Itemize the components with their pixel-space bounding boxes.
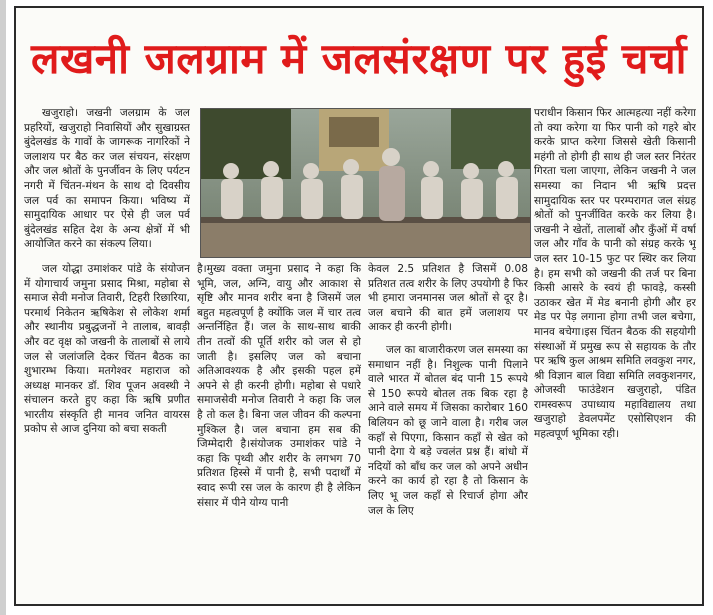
adjacent-page-edge [0, 0, 6, 615]
paragraph: केवल 2.5 प्रतिशत है जिसमें 0.08 प्रतिशत तत्व शरीर के लिए उपयोगी है फिर भी हमारा जनमानस जल श्रोतों से दूर है। जल बचाने की बात हमें जलाशय पर आकर ही करनी होगी। [368, 263, 528, 334]
group-photo-image [201, 109, 530, 257]
article-column-2 [197, 262, 361, 598]
headline: लखनी जलग्राम में जलसंरक्षण पर हुई चर्चा [30, 34, 688, 83]
article-column-1 [24, 106, 190, 600]
paragraph: है।मुख्य वक्ता जमुना प्रसाद ने कहा कि भूमि, जल, अग्नि, वायु और आकाश से सृष्टि और मानव शरीर बना है जिसमें जल बहुत महत्वपूर्ण है क्योंकि जल में चार तत्व अन्तर्निहित हैं। जल के साथ-साथ बाकी तीन तत्वों की पूर्ति शरीर को जल से हो जाती है। इसलिए जल को बचाना अतिआवश्यक है और इसकी पहल हमें अपने से ही करनी होगी। महोबा से पधारे समाजसेवी मनोज तिवारी ने कहा कि जल है तो कल है। बिना जल जीवन की कल्पना मुश्किल है। जल बचाना हम सब की जिम्मेदारी है।संयोजक उमाशंकर पांडे ने कहा कि पृथ्वी और शरीर के लगभग 70 प्रतिशत हिस्से में पानी है, सभी पदार्थों में स्वाद रूपी रस जल के कारण ही है लेकिन संसार में पीने योग्य पानी [197, 263, 361, 509]
news-photo [200, 108, 531, 258]
paragraph: जल योद्धा उमाशंकर पांडे के संयोजन में योगाचार्य जमुना प्रसाद मिश्रा, महोबा से समाज सेवी मनोज तिवारी, टिहरी रिछारिया, परमार्थ निकेतन ऋषिकेश से लोकेश शर्मा और स्थानीय प्रबुद्धजनों ने तालाब, बावड़ी और वट वृक्ष को जखनी के तालाबों से लाये जल से जलांजलि देकर चिंतन बैठक का शुभारम्भ किया। मतगेश्वर महाराज को अध्यक्ष मानकर डॉ. शिव पूजन अवस्थी ने संचालन करते हुए कहा कि ऋषि प्रणीत भारतीय संस्कृति ही मानव जनित वायरस प्रकोप से आज दुनिया को बचा सकती [24, 262, 190, 436]
paragraph: खजुराहो। जखनी जलग्राम के जल प्रहरियों, खजुराहो निवासियों और सुखाग्रस्त बुंदेलखंड के गावों के जागरूक नागरिकों ने जलाशय पर बैठ कर जल संचयन, संरक्षण और जल श्रोतों के पुनर्जीवन के लिए पर्यटन नगरी में चिंतन-मंथन के साथ दो दिवसीय जल पर्व का समापन किया। भविष्य में सामुदायिक आधार पर ऐसे ही जल पर्व बुंदेलखंड सहित देश के अन्य क्षेत्रों में भी आयोजित करने का संकल्प लिया। [24, 107, 190, 251]
paragraph: पराधीन किसान फिर आत्महत्या नहीं करेगा तो क्या करेगा या फिर पानी को गहरे बोर करके प्राप्त करेगा जिससे खेती किसानी महंगी तो होगी ही साथ ही जल स्तर निरंतर गिरता चला जाएगा, लेकिन जखनी ने जल समस्या का निदान भी ऋषि प्रदत्त सामुदायिक स्तर पर परम्परागत जल संग्रह श्रोतों को पुनर्जीवित करके कर लिया है। जखनी ने खेतों, तालाबों और कुँओं में वर्षा जल और गाँव के पानी को संग्रह करके भू जल स्तर 10-15 फुट पर स्थिर कर लिया है। हम सभी को जखनी की तर्ज पर बिना किसी आसरे के स्वयं ही फावड़े, कस्सी उठाकर खेत में मेड बनानी होगी और हर मेड पर पेड़ लगाना होगा तभी जल बचेगा, मानव बचेगा।इस चिंतन बैठक की सहयोगी संस्थाओं में प्रमुख रूप से सहायक के तौर पर ऋषि कुल आश्रम समिति लवकुश नगर, श्री विज्ञान बाल विद्या समिति लवकुशनगर, ओजस्वी फाउंडेशन खजुराहो, पंडित रामस्वरूप उपाध्याय महाविद्यालय तथा खजुराहो डेवलपमेंट एसोसिएशन की महत्वपूर्ण भूमिका रही। [534, 107, 696, 441]
paragraph: जल का बाजारीकरण जल समस्या का समाधान नहीं है। निशुल्क पानी पिलाने वाले भारत में बोतल बंद पानी 15 रूपये से 150 रूपये बोतल तक बिक रहा है आने वाले समय में जिसका कारोबार 160 बिलियन को छू जाने वाला है। गरीब जल कहाँ से पिएगा, किसान कहाँ से खेत को पानी देगा ये बड़े ज्वलंत प्रश्न हैं। बांधो में नदियों को बाँध कर जल को अपने अधीन करने का कार्य हो रहा है तो किसान के लिए भू जल कहाँ से रिचार्ज होगा और जल के लिए [368, 343, 528, 517]
article-column-4 [534, 106, 696, 600]
article-column-3 [368, 262, 528, 598]
